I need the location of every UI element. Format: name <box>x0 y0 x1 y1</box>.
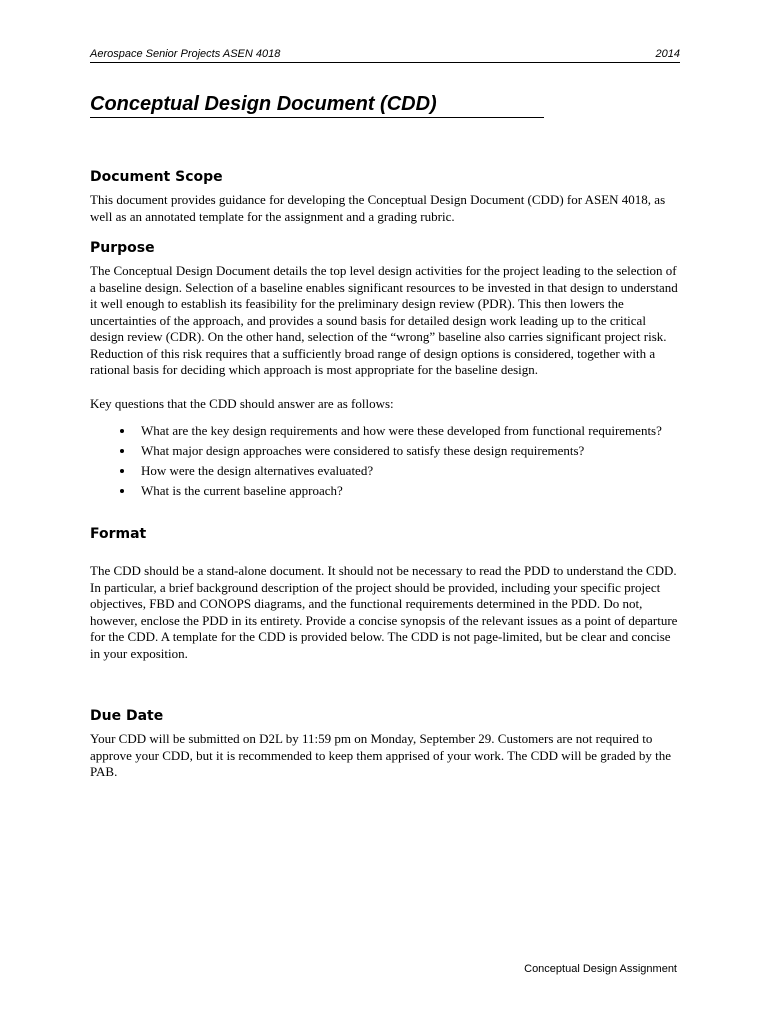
document-body <box>90 168 682 781</box>
section-due-date <box>90 707 682 781</box>
format-heading: Format <box>90 526 147 542</box>
list-item: • What major design approaches were considered to satisfy these design requirements? <box>135 442 682 459</box>
document-title: Conceptual Design Document (CDD) <box>90 93 544 118</box>
due-heading: Due Date <box>90 708 164 724</box>
scope-body: This document provides guidance for developing the Conceptual Design Document (CDD) for ASEN 4018, as well as an annotated template for the assignment and a grading rubric. <box>90 192 666 224</box>
due-body: Your CDD will be submitted on D2L by 11:59 pm on Monday, September 29. Customers are not required to approve your CDD, but it is recommended to keep them apprised of your work. The CDD will be graded by the PAB. <box>90 731 672 779</box>
section-purpose <box>90 239 682 499</box>
header-course: Aerospace Senior Projects ASEN 4018 <box>90 48 281 60</box>
page-header <box>90 48 680 63</box>
list-item: • What is the current baseline approach? <box>135 482 682 499</box>
section-scope <box>90 168 682 225</box>
scope-heading: Document Scope <box>90 169 223 185</box>
header-year: 2014 <box>655 48 680 60</box>
section-format <box>90 525 682 662</box>
list-item: • How were the design alternatives evaluated? <box>135 462 682 479</box>
questions-intro: Key questions that the CDD should answer are as follows: <box>90 395 394 411</box>
page-footer: Conceptual Design Assignment <box>524 963 677 975</box>
purpose-heading: Purpose <box>90 240 155 256</box>
purpose-body: The Conceptual Design Document details the top level design activities for the project leading to the selection of a baseline design. Selection of a baseline enables significant resources to be invested in that design to understand it well enough to establish its feasibility for the preliminary design review (PDR). This then lowers the uncertainties of the approach, and provides a sound basis for detailed design work leading up to the critical design review (CDR). On the other hand, selection of the “wrong” baseline also carries significant project risk. Reduction of this risk requires that a sufficiently broad range of design options is considered, together with a rational basis for deciding which approach is most appropriate for the baseline design. <box>90 263 678 377</box>
format-body: The CDD should be a stand-alone document. It should not be necessary to read the PDD to understand the CDD. In particular, a brief background description of the project should be provided, including your specific project objectives, FBD and CONOPS diagrams, and the functional requirements determined in the PDD. Do not, however, enclose the PDD in its entirety. Provide a concise synopsis of the relevant issues as a point of departure for the CDD. A template for the CDD is provided below. The CDD is not page-limited, but be clear and concise in your exposition. <box>90 563 678 661</box>
list-item: • What are the key design requirements and how were these developed from functional requirements? <box>135 422 682 439</box>
questions-list <box>90 422 682 499</box>
